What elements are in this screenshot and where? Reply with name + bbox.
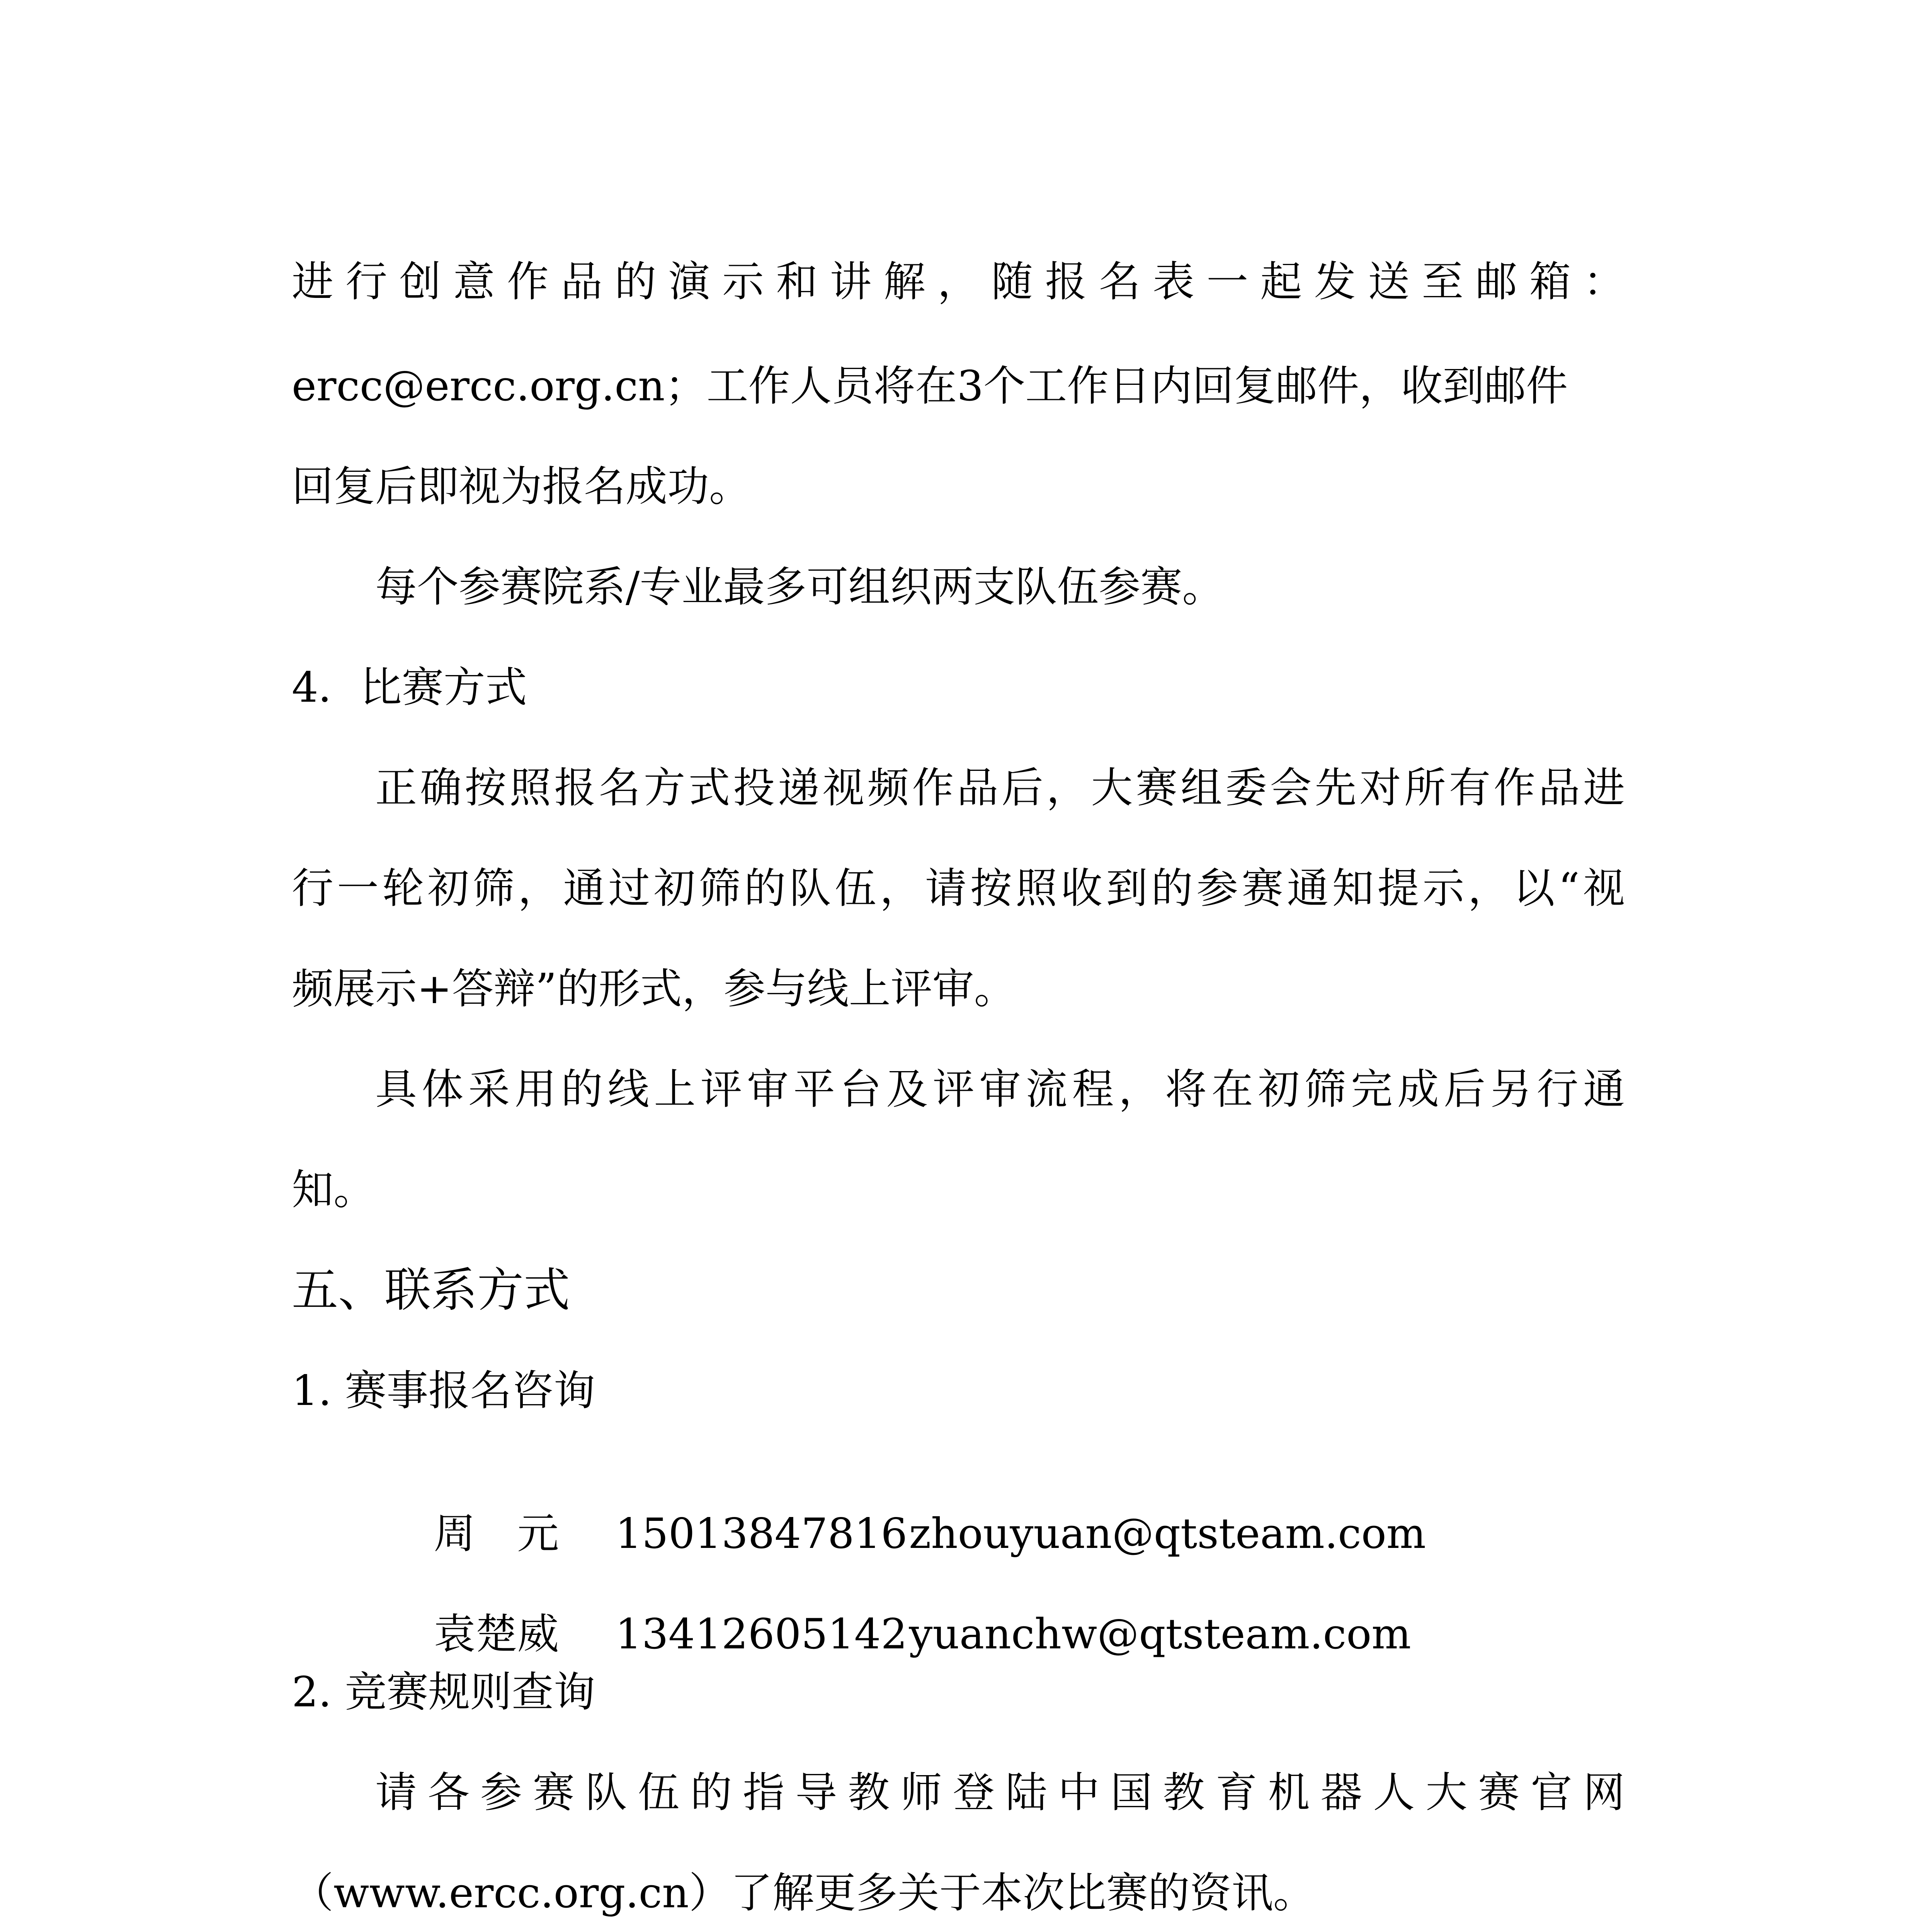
heading-rules-inquiry: 2. 竞赛规则查询 [292, 1668, 595, 1716]
contact-phone: 13412605142 [615, 1610, 908, 1658]
paragraph-line: 进行创意作品的演示和讲解，随报名表一起发送至邮箱： [292, 258, 1625, 306]
contact-phone: 15013847816 [615, 1510, 908, 1558]
paragraph-line: ercc@ercc.org.cn；工作人员将在3个工作日内回复邮件，收到邮件 [292, 362, 1568, 410]
contact-name: 袁楚威 [434, 1610, 559, 1658]
paragraph-line: 正确按照报名方式投递视频作品后，大赛组委会先对所有作品进 [375, 764, 1625, 812]
paragraph-line: （www.ercc.org.cn）了解更多关于本次比赛的资讯。 [292, 1869, 1315, 1917]
paragraph-line: 频展示+答辩”的形式，参与线上评审。 [292, 965, 1016, 1013]
paragraph-line: 知。 [292, 1166, 376, 1214]
contact-name: 周 元 [434, 1510, 559, 1558]
paragraph-line: 行一轮初筛，通过初筛的队伍，请按照收到的参赛通知提示，以“视 [292, 864, 1625, 913]
heading-competition-method: 4．比赛方式 [292, 663, 527, 712]
paragraph-team-limit: 每个参赛院系/专业最多可组织两支队伍参赛。 [375, 563, 1224, 611]
paragraph-line: 具体采用的线上评审平台及评审流程，将在初筛完成后另行通 [375, 1065, 1625, 1114]
paragraph-line: 回复后即视为报名成功。 [292, 463, 751, 511]
contact-email[interactable]: yuanchw@qtsteam.com [909, 1610, 1411, 1658]
paragraph-line: 请各参赛队伍的指导教师登陆中国教育机器人大赛官网 [375, 1769, 1625, 1817]
contact-email[interactable]: zhouyuan@qtsteam.com [909, 1510, 1426, 1558]
heading-registration-inquiry: 1. 赛事报名咨询 [292, 1367, 595, 1415]
heading-contact: 五、联系方式 [292, 1264, 570, 1317]
